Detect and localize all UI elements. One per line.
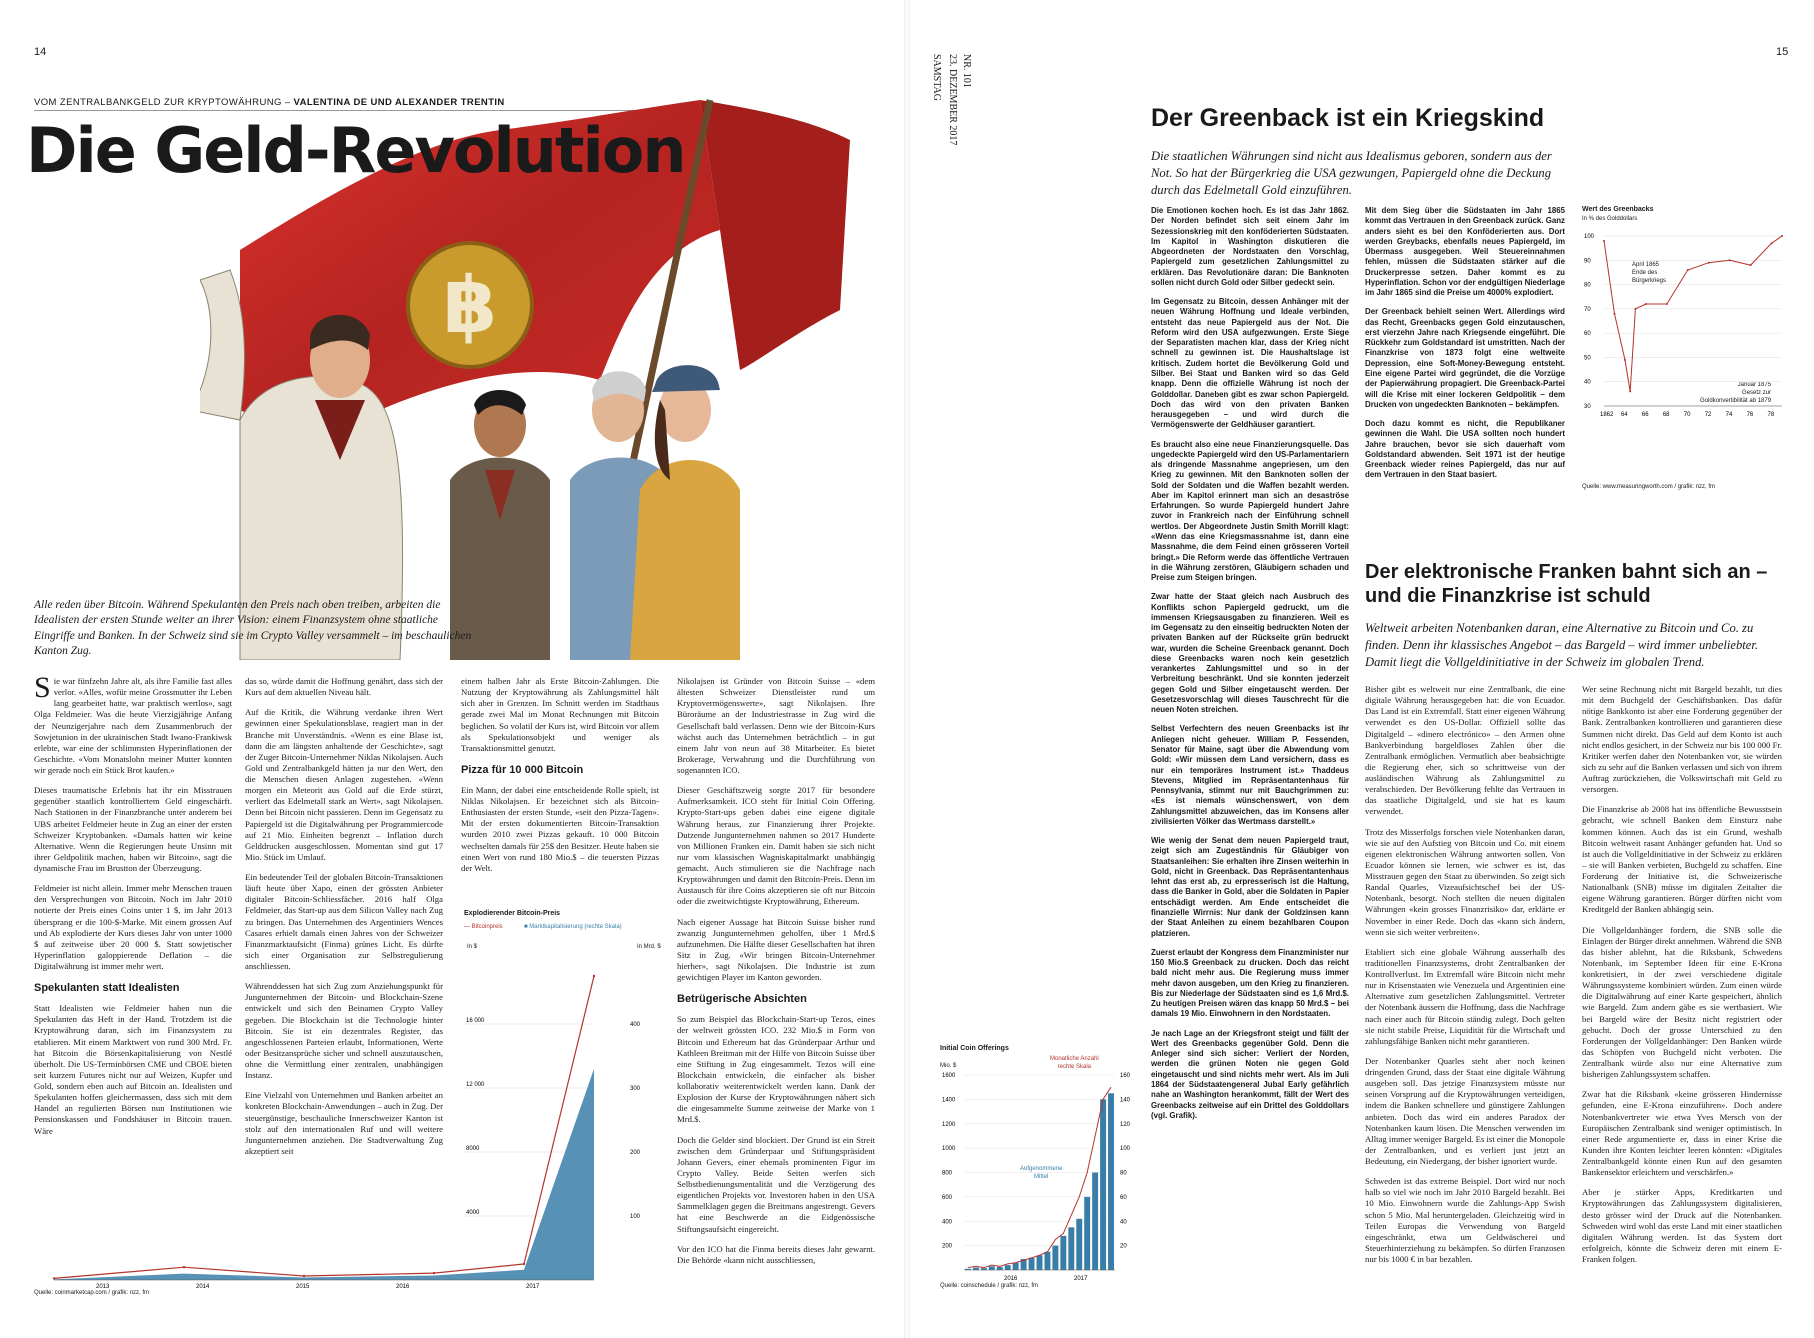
y-left-tick-label: 8000: [466, 1146, 480, 1152]
bitcoin-chart-source: Quelle: coinmarketcap.com / grafik: nzz, fm: [34, 1290, 150, 1296]
greenback-point: [1613, 313, 1615, 315]
ico-chart-source: Quelle: coinschedule / grafik: nzz, fm: [940, 1283, 1039, 1289]
y-left-tick-label: 400: [942, 1219, 953, 1226]
x-tick-label: 2016: [396, 1284, 410, 1290]
colA-p4: Zwar hatte der Staat gleich nach Ausbruch des Konflikts schon Papiergeld gedruckt, um die immensen Kriegsausgaben zu finanzieren. Weil es im Gegensatz zu den einseitig bedruckten Noten der privaten Banken auf der Rückseite grün bedruckt war, wurden die Scheine Greenback genannt. Doch diese Greenbacks waren noch kein gesetzlich verankertes Zahlungsmittel und so in der Verbreitung beschränkt. Und sie konnten jederzeit gegen Gold und Silber eingetauscht werden. Der Gesetzesvorschlag will dieses Tauschrecht für die neuen Noten streichen.: [1151, 592, 1349, 715]
annotation-1865-a: April 1865: [1632, 262, 1660, 268]
article-title: Die Geld-Revolution: [26, 114, 685, 187]
ico-bar: [1029, 1258, 1035, 1270]
y-left-tick-label: 4000: [466, 1210, 480, 1216]
kicker-authors: VALENTINA DE UND ALEXANDER TRENTIN: [293, 97, 505, 108]
ico-bar: [1037, 1255, 1043, 1270]
price-point: [183, 1266, 185, 1268]
spine-day: SAMSTAG: [931, 54, 942, 101]
legend-price-label: Bitcoinpreis: [471, 924, 503, 930]
colC-p2: Trotz des Misserfolgs forschen viele Notenbanken daran, wie sie auf den Aufstieg von Bitcoin und Co. mit einem eigenen elektronischen Währung antworten sollen. Von Ecuador können sie lernen, wie schwer es ist, das Misstrauen gegen den Staat zu überwinden. So zeigt sich Randal Quarles, Vizeaufsichtschef bei der US-Notenbank, besorgt. Noch stellten die neuen digitalen Währungen «kein grosses Finanzrisiko» dar, erklärte er November in einer Rede. Doch das «kann sich ändern, wenn sie sich weiter verbreiten».: [1365, 826, 1565, 937]
ico-bar: [1092, 1173, 1098, 1271]
ico-bar: [1084, 1197, 1090, 1270]
greenback-chart-subtitle: In % des Golddollars: [1582, 216, 1638, 222]
y-right-tick-label: 100: [1120, 1146, 1131, 1153]
x-tick-label: 74: [1725, 412, 1733, 418]
bitcoin-chart-svg: [34, 900, 664, 1300]
ico-bar: [1068, 1227, 1074, 1270]
colC-p4: Der Notenbanker Quarles steht aber noch keinen dringenden Grund, dass der Staat eine digitale Währung ausgeben soll. Das jetzige Finanzsystem müsste nur seinen Vorsprung auf die Kryptowährungen verteidigen, indem die Banken schnellere und günstigere Zahlungen anbieten. Doch das wird ein anderes Paradox der Notenbanken kaum lösen. Die Menschen verwenden im Alltag immer weniger Bargeld. Es ist einer die Monopole der Zentralbanken, und es verliert just jetzt an Bedeutung, ein Niedergang, der bisher ignoriert wurde.: [1365, 1055, 1565, 1166]
x-tick-label: 1862: [1600, 412, 1614, 418]
bitcoin-price-line: [54, 976, 594, 1278]
column-efranken-d: [1582, 684, 1782, 1284]
ico-bar: [1060, 1236, 1066, 1270]
ico-monthly-a: Monatliche Anzahl: [1050, 1056, 1099, 1062]
annotation-1875-c: Goldkonvertibilität ab 1879: [1700, 398, 1772, 404]
y-right-tick-label: 80: [1120, 1170, 1127, 1177]
annotation-1865-b: Ende des: [1632, 270, 1658, 276]
ico-bar: [989, 1266, 995, 1270]
column-3: [461, 676, 659, 891]
x-tick-label: 72: [1704, 412, 1712, 418]
page-fold: [904, 0, 910, 1338]
annotation-1865-c: Bürgerkriegs: [1632, 278, 1667, 284]
column-greenback-b: [1365, 206, 1565, 496]
col1-p2: Dieses traumatische Erlebnis hat ihr ein Misstrauen gegenüber staatlich kontrolliertem Geld eingeschärft. Nach Stationen in der Finanzbranche unter anderem bei UBS arbeitet Feldmeier heute in Zug an einer der ersten Schweizer Kryptobanken. «Damals hatten wir keine Alternative. Wenn die Regierungen heute Unsinn mit ihrer Geldpolitik machen, haben wir Bitcoin», sagt die dynamische Frau im Brustton der Überzeugung.: [34, 785, 232, 873]
legend-price: — Bitcoinpreis: [464, 924, 503, 930]
price-point: [53, 1277, 55, 1279]
column-efranken-c: [1365, 684, 1565, 1284]
column-greenback-a: [1151, 206, 1349, 1286]
x-tick-label: 68: [1662, 412, 1670, 418]
y-tick-label: 40: [1584, 379, 1591, 386]
col4-p2: Dieser Geschäftszweig sorgte 2017 für besondere Aufmerksamkeit. ICO steht für Initial Coin Offering. Krypto-Start-ups geben dabei eine eigene digitale Währung heraus, zur Finanzierung ihrer Projekte. Dutzende Jungunternehmen nahmen so 2017 Hunderte von Millionen Franken ein. Damit haben sie sich nicht nur vom klassischen Wagniskapitalmarkt unabhängig gemacht. Auch stimulieren sie die Nachfrage nach Kryptowährungen und damit den Bitcoin-Preis. Denn im Austausch für ihre Coins akzeptieren sie oft nur Bitcoin oder die zweitwichtigste Kryptowährung, Ethereum.: [677, 785, 875, 907]
greenback-chart: [1582, 206, 1792, 496]
col1-p1: ie war fünfzehn Jahre alt, als ihre Familie fast alles verlor. «Alles, wofür meine Grossmutter ihr Leben lang gearbeitet hatte, war praktisch wertlos», sagt Olga Feldmeier. Was die heute Vierzigjährige Anfang der Neunzigerjahre nach dem Zusammenbruch der Sowjetunion in der ukrainischen Stadt Iwano-Frankiwsk erlebte, war eine der schlimmsten Hyperinflationen der Geschichte. «Vom Monatslohn meiner Mutter konnten wir gerade noch ein Stück Brot kaufen.»: [34, 676, 232, 775]
legend-cap-label: Marktkapitalisierung (rechte Skala): [529, 924, 622, 930]
y-tick-label: 90: [1584, 258, 1591, 265]
ico-bar: [1108, 1093, 1114, 1270]
x-tick-label: 66: [1641, 412, 1649, 418]
col4-p3: Nach eigener Aussage hat Bitcoin Suisse bisher rund zwanzig Jungunternehmen geholfen, über 1 Mrd.$ aufzunehmen. Die Hälfte dieser Gesellschaften hat ihren Sitz in Zug. «Wir bringen Bitcoin-Unternehmer hierher», sagt Nikolajsen. Die Industrie ist zum gewichtigen Player im Kanton geworden.: [677, 916, 875, 983]
headline-efranken: [1365, 560, 1767, 608]
lead-greenback: Die staatlichen Währungen sind nicht aus Idealismus geboren, sondern aus der Not. So hat der Bürgerkrieg die USA gezwungen, Papiergeld ohne die Deckung durch das Edelmetall Gold einzuführen.: [1151, 149, 1552, 197]
y-left-tick-label: 1400: [942, 1097, 956, 1104]
ico-bar: [1100, 1099, 1106, 1270]
ico-raised-b: Mittel: [1034, 1174, 1049, 1180]
col2-p4: Währenddessen hat sich Zug zum Anziehungspunkt für Jungunternehmen der Bitcoin- und Blockchain-Szene entwickelt und sich den Beinamen Crypto Valley gegeben. Die Blockchain ist die Technologie hinter Bitcoin. Sie ist ein dezentrales Register, das angeschlossenen Parteien erlaubt, Informationen, Werte oder Besitzansprüche sicher und schnell auszutauschen, ohne die Vermittlung einer zentralen, unabhängigen Instanz.: [245, 981, 443, 1081]
greenback-chart-title: Wert des Greenbacks: [1582, 206, 1654, 213]
right-unit: In Mrd. $: [637, 944, 661, 950]
spine-dateline: [930, 54, 944, 194]
colA-p7: Zuerst erlaubt der Kongress dem Finanzminister nur 150 Mio.$ Greenback zu drucken. Doch das reicht bald nicht mehr aus. Die Regierung muss immer mehr davon ausgeben, um den Krieg zu finanzieren. Bis zur Niederlage der Südstaaten sind es 1,6 Mrd.$. Zu heutigen Preisen wären das knapp 50 Mrd.$ – bei damals 19 Mio. Einwohnern in den Nordstaaten.: [1151, 947, 1349, 1019]
headline-efranken-1: Der elektronische Franken bahnt sich an –: [1365, 561, 1768, 583]
col2-p5: Eine Vielzahl von Unternehmen und Banken arbeitet an konkreten Blockchain-Anwendungen – auch in Zug. Der steuergünstige, beschauliche Innerschweizer Kanton ist stolz auf den internationalen Ruf und will weitere Jungunternehmen anziehen. Die Stadtverwaltung Zug akzeptiert seit: [245, 1090, 443, 1156]
greenback-point: [1666, 303, 1668, 305]
colC-p5: Schweden ist das extreme Beispiel. Dort wird nur noch halb so viel wie noch im Jahr 2010 Bargeld bezahlt. Bei 10 Mio. Einwohnern wurde die Zahlungs-App Swish schon 5 Mio. Mal heruntergeladen. Gleichzeitig wird in Teilen Europas die Verwendung von Bargeld eingeschränkt, etwa um Geldwäscherei und Steuerhinterziehung zu bekämpfen. So dürfen Franzosen nur bis 1000 € in bar bezahlen.: [1365, 1176, 1565, 1264]
colC-p1: Bisher gibt es weltweit nur eine Zentralbank, die eine digitale Währung herausgegeben hat: die von Ecuador. Das Land ist ein Extremfall. Statt einer eigenen Währung verwendet es den US-Dollar. Offiziell sollte das Digitalgeld – «dinero electrónico» – den Armen ohne Bankverbindung bargeldloses Zahlen über die Zentralbank ermöglichen. Vermutlich aber beabsichtigte die Regierung eher, sich so schrittweise von der ausländischen Währung als Zahlungsmittel zu verabschieden. Der Bevölkerung fehlte das Vertrauen in das staatliche Digitalgeld, und sie hat es kaum verwendet.: [1365, 684, 1565, 817]
y-right-tick-label: 40: [1120, 1219, 1127, 1226]
greenback-chart-svg: [1582, 206, 1792, 496]
ico-bar: [997, 1267, 1003, 1270]
annotation-1875-b: Gesetz zur: [1742, 390, 1772, 396]
col3-heading: Pizza für 10 000 Bitcoin: [461, 763, 584, 776]
colA-p5: Selbst Verfechtern des neuen Greenbacks ist ihr Anliegen nicht geheuer. William P. Fessenden, Senator für Maine, sagt über die Abwendung vom Gold: «Wir müssen dem Land versichern, dass es nur ein temporäres Instrument ist.» Thaddeus Stevens, Mitglied im Repräsentantenhaus für Pennsylvania, stimmt nur mit Bauchgrimmen zu: «Es ist niemals wünschenswert, von dem Zahlungsmittel abzuweichen, das im Konsens aller zivilisierten Völker das Wertmass darstellt.»: [1151, 724, 1349, 826]
y-right-tick-label: 100: [630, 1214, 641, 1220]
colD-p4: Zwar hat die Riksbank «keine grösseren Hindernisse gefunden, eine E-Krona einzuführen». Doch andere Notenbankvertreter wie etwa Yves Mersch von der Europäischen Zentralbank sind weniger optimistisch. In einer Rede argumentierte er, dass in einer Krise die Kunden ihre Konten leichter leeren könnten: «Digitales Zentralbankgeld könnte einen Run auf den gesamten Bankensektor erleichtern und verschärfen.»: [1582, 1089, 1782, 1178]
x-tick-label: 2017: [526, 1284, 540, 1290]
headline-greenback: Der Greenback ist ein Kriegskind: [1151, 104, 1545, 132]
greenback-point: [1729, 259, 1731, 261]
ico-bar: [1005, 1265, 1011, 1270]
greenback-point: [1708, 262, 1710, 264]
price-point: [303, 1275, 305, 1277]
bitcoin-icon: ฿: [442, 261, 498, 351]
greenback-point: [1687, 269, 1689, 271]
greenback-value-line: [1604, 236, 1782, 391]
col3-p1: einem halben Jahr als Erste Bitcoin-Zahlungen. Die Nutzung der Kryptowährung als Zahlungsmittel hält sich aber in Grenzen. Im Schnitt werden im Stadthaus gerade zwei Mal im Monat Rechnungen mit Bitcoin beglichen. So volatil der Kurs ist, wird Bitcoin vor allem als Spekulationsobjekt und weniger als Transaktionsmittel genutzt.: [461, 676, 659, 753]
y-tick-label: 50: [1584, 355, 1591, 362]
column-4: [677, 676, 875, 1286]
greenback-point: [1771, 242, 1773, 244]
col3-p2: Ein Mann, der dabei eine entscheidende Rolle spielt, ist Niklas Nikolajsen. Er bezeichnet sich als Bitcoin-Enthusiasten der ersten Stunde, «seit den Pizza-Tagen». Mit der ersten dokumentierten Bitcoin-Transaktion wurden 2010 zwei Pizzas gekauft. 10 000 Bitcoin wechselten damals für 25$ den Besitzer. Heute haben sie einen Wert von rund 180 Mio.$ – die teuersten Pizzas der Welt.: [461, 784, 659, 873]
y-right-tick-label: 140: [1120, 1097, 1131, 1104]
market-cap-area: [54, 1069, 594, 1280]
y-right-tick-label: 20: [1120, 1243, 1127, 1250]
page-number-left: 14: [34, 46, 47, 58]
ico-chart-title: Initial Coin Offerings: [940, 1045, 1009, 1052]
y-right-tick-label: 200: [630, 1150, 641, 1156]
y-right-tick-label: 120: [1120, 1121, 1131, 1128]
greenback-point: [1781, 235, 1783, 237]
col4-p5: Doch die Gelder sind blockiert. Der Grund ist ein Streit zwischen dem Gründerpaar und Stiftungspräsident Johann Gevers, einer ehemals prominenten Figur im Crypto Valley. Beide Seiten werfen sich Selbstbedienungsmentalität und die Verzögerung des eigentlichen Projekts vor. Investoren haben in den USA Sammelklagen gegen die Breitmans angestrengt. Gevers hat eine Beschwerde an die Eidgenössische Stiftungsaufsicht eingereicht.: [677, 1134, 875, 1234]
y-left-tick-label: 16 000: [466, 1018, 485, 1024]
price-point: [523, 1263, 525, 1265]
lead-efranken: Weltweit arbeiten Notenbanken daran, eine Alternative zu Bitcoin und Co. zu finden. Denn ihr klassisches Angebot – das Bargeld – wird immer unbeliebter. Damit liegt die Vollgeldinitiative in der Schweiz im globalen Trend.: [1365, 621, 1759, 669]
colA-p8: Je nach Lage an der Kriegsfront steigt und fällt der Wert des Greenbacks gegenüber Gold. Denn die Anleger sind sich sicher: Verliert der Norden, werden die grünen Noten nie gegen Gold eingetauscht und sind nichts mehr wert. Als im Juli 1864 der Südstaatengeneral Jubal Early gefährlich nahe an Washington herankommt, fällt der Wert des Greenbacks zeitweise auf ein Drittel des Golddollars (vgl. Grafik).: [1151, 1028, 1349, 1120]
y-tick-label: 80: [1584, 282, 1591, 289]
y-right-tick-label: 160: [1120, 1073, 1131, 1079]
ico-bar: [1052, 1246, 1058, 1270]
headline-efranken-2: und die Finanzkrise ist schuld: [1365, 585, 1651, 607]
greenback-point: [1629, 390, 1631, 392]
greenback-point: [1624, 359, 1626, 361]
y-left-tick-label: 1600: [942, 1073, 956, 1079]
colA-p2: Im Gegensatz zu Bitcoin, dessen Anhänger mit der neuen Währung Hoffnung und Ideale verbinden, entsteht das neue Papiergeld aus der Not. Die Reform wird den USA aufgezwungen. Erste Siege der Separatisten machen klar, dass der Krieg nicht schnell zu gewinnen ist. Die Haushaltslage ist kritisch. Zudem hortet die Bevölkerung Gold und Silber. Bei Staat und Banken wird so das Geld knapp. Denn die offizielle Währung ist noch der Golddollar. Daneben gibt es zwar schon Papiergeld. Doch das wird von den privaten Banken herausgegeben – und wird durch die Vermögenswerte der Geldhäuser garantiert.: [1151, 297, 1349, 430]
greenback-point: [1645, 303, 1647, 305]
x-tick-label: 64: [1620, 412, 1628, 418]
col4-p1: Nikolajsen ist Gründer von Bitcoin Suisse – «dem ältesten Schweizer Dienstleister rund um Kryptovermögenswerte», sagt Nikolajsen. Ihre Büroräume an der Industriestrasse in Zug wird die Gesellschaft bald verlassen. Denn wie der Bitcoin-Kurs wächst auch das Unternehmen beträchtlich – in gut einem Jahr von neun auf 38 Mitarbeiter. Es bietet Brokerage, Verwahrung und die Durchführung von sogenannten ICO.: [677, 676, 875, 775]
x-tick-label: 2015: [296, 1284, 310, 1290]
col4-p6: Vor den ICO hat die Finma bereits dieses Jahr gewarnt. Die Behörde «kann nicht ausschliessen,: [677, 1243, 875, 1265]
image-caption: Alle reden über Bitcoin. Während Spekulanten den Preis nach oben treiben, arbeiten die Idealisten der ersten Stunde weiter an ihrer Vision: einem Finanzsystem ohne staatliche Eingriffe und Banken. In der Schweiz sind sie im Crypto Valley versammelt – im beschaulichen Kanton Zug.: [34, 599, 472, 657]
colB-p3: Doch dazu kommt es nicht, die Republikaner gewinnen die Wahl. Die USA sollten noch hundert Jahre brauchen, bevor sie sich dauerhaft vom Goldstandard abwenden. Seit 1971 ist der heutige Greenback wieder reines Papiergeld, das nur auf dem Vertrauen in den Staat basiert.: [1365, 419, 1565, 480]
y-left-tick-label: 600: [942, 1194, 953, 1201]
col2-p1: das so, würde damit die Hoffnung genährt, dass sich der Kurs auf dem aktuellen Niveau hält.: [245, 676, 443, 698]
spine-issue: NR. 101: [961, 54, 972, 88]
greenback-point: [1603, 240, 1605, 242]
y-left-tick-label: 1200: [942, 1121, 956, 1128]
ico-chart: [940, 1045, 1140, 1295]
col2-p3: Ein bedeutender Teil der globalen Bitcoin-Transaktionen läuft heute über Xapo, einen der grössten Anbieter digitaler Bitcoin-Schliessfächer. 2016 half Olga Feldmeier, das Start-up aus dem Silicon Valley nach Zug zu bringen. Das Unternehmen des Argentiniers Wences Casares erhielt damals einen Jahres von der Schweizer Finanzmarktaufsicht (Finma) grünes Licht. Es dürfte sich einer Organisation zur Selbstregulierung anschliessen.: [245, 872, 443, 971]
y-tick-label: 60: [1584, 331, 1591, 338]
ico-chart-svg: [940, 1045, 1140, 1295]
col4-heading: Betrügerische Absichten: [677, 993, 807, 1006]
price-point: [593, 975, 595, 977]
flag-tail: [700, 100, 850, 370]
ico-bar: [973, 1268, 979, 1270]
y-right-tick-label: 60: [1120, 1194, 1127, 1201]
y-left-tick-label: 1000: [942, 1146, 956, 1153]
col1-p3: Feldmeier ist nicht allein. Immer mehr Menschen trauen den Versprechungen von Bitcoin. Noch im Jahr 2010 notierte der Preis eines Coins unter 1 $, im Jahr 2013 übersprang er die 100-$-Marke. Mit einem grossen Auf und Ab explodierte der Kurs dieses Jahr von unter 1000 $ auf zeitweise über 20 000 $. Statt sowjetischer Hyperinflation galoppierende Deflation – die Digitalwährung ist immer mehr wert.: [34, 883, 232, 971]
col1-p4: Statt Idealisten wie Feldmeier haben nun die Spekulanten das Heft in der Hand. Trotzdem ist die Kryptowährung daran, sich im Finanzsystem zu etablieren. Mit einem Marktwert von rund 300 Mrd. Fr. hat Bitcoin die Börsenkapitalisierung von Nestlé überholt. Die US-Terminbörsen CME und CBOE bieten seit kurzem Futures nicht nur auf Weizen, Kupfer und Gold, sondern eben auch auf Bitcoin an. Idealisten und Spekulanten hoffen gleichermassen, dass sich mit dem Handel an regulierten Börsen nun Institutionen wie Pensionskassen und Fondshäuser in Bitcoin trauen. Wäre: [34, 1003, 232, 1136]
x-tick-label: 2014: [196, 1284, 210, 1290]
page-number-right: 15: [1776, 46, 1789, 58]
x-tick-label: 78: [1767, 412, 1775, 418]
col2-p2: Auf die Kritik, die Währung verdanke ihren Wert gewinnen einer Spekulationsblase, reagiert man in der Branche mit Unverständnis. «Wenn es eine Blase ist, dann die am längsten anhaltende der Geschichte», sagt der Zuger Bitcoin-Unternehmer Niklas Nikolajsen. Auch Gold und Zentralbankgeld hätten ja nur den Wert, den die Menschen diesen Anlagen zugestehen. «Wenn morgen ein Meteorit aus Gold auf die Erde stürzt, verliert das Edelmetall stark an Wert», sagt Nikolajsen. Denn bei Bitcoin nicht passieren. Denn im Gegensatz zu Papiergeld ist die Digitalwährung per Programmiercode auf 21 Mio. Einheiten begrenzt – Inflation durch Gelddrucken ausgeschlossen. Momentan sind gut 17 Mio. Stück im Umlauf.: [245, 707, 443, 862]
price-point: [433, 1272, 435, 1274]
x-tick-label: 70: [1683, 412, 1691, 418]
colD-p3: Die Vollgeldanhänger fordern, die SNB solle die Einlagen der Bürger direkt annehmen. Während die SNB das bisher ablehnt, hat die Riksbank, Schwedens Notenbank, im September Ideen für eine E-Krona konkretisiert, in der zwei verschiedene digitale Währungssysteme kombiniert würden. Zum einen würde die Digitalwährung auf einer Karte gespeichert, ähnlich wie Bargeld. Zum andern gäbe es sie wertbasiert. Wie bei Bargeld wäre der Besitz nicht registriert oder gebucht. Doch der grosse Unterschied zu den Forderungen der Vollgeldanhänger: Den Banken würde das Schöpfen von Buchgeld nicht verboten. Die Zentralbank würde also nur eine Alternative zum bisherigen Zahlungssystem schaffen.: [1582, 924, 1782, 1080]
ico-left-unit: Mio. $: [940, 1063, 957, 1069]
x-tick-label: 2017: [1074, 1276, 1088, 1282]
y-right-tick-label: 300: [630, 1086, 641, 1092]
col4-p4: So zum Beispiel das Blockchain-Start-up Tezos, eines der weltweit grössten ICO. 232 Mio.$ in Form von Bitcoin und Ethereum hat das Gründerpaar Arthur und Kathleen Breitman mit der Hilfe von Bitcoin Suisse über eine Stiftung in Zug eingesammelt. Tezos will eine Blockchain entwickeln, die einfacher als bisher kollaborativ weiterentwickelt werden kann. Dank der Explosion der Kurse der Kryptowährungen nähert sich die eingesammelte Summe zeitweise der Marke von 1 Mrd.$.: [677, 1014, 875, 1125]
colD-p2: Die Finanzkrise ab 2008 hat ins öffentliche Bewusstsein gebracht, wie schnell Banken dem Einsturz nahe kommen können. Auch das ist ein Grund, weshalb Bitcoin weltweit rasant Anhänger gefunden hat. Und so ist auch die Vollgeldinitiative in der Schweiz zu erklären – sie will Banken verbieten, Buchgeld zu schaffen. Eine Forderung der Initiative ist, die Schweizerische Nationalbank (SNB) müsse im digitalen Zeitalter die eigene Währung garantieren. Bürger dürften nicht vom Kreditgeld der Banken abhängig sein.: [1582, 804, 1782, 915]
spine-date: 23. DEZEMBER 2017: [947, 54, 958, 146]
x-tick-label: 76: [1746, 412, 1754, 418]
col1-heading: Spekulanten statt Idealisten: [34, 982, 180, 995]
colA-p6: Wie wenig der Senat dem neuen Papiergeld traut, zeigt sich am Zugeständnis für Gläubiger von Staatsanleihen: Sie erhalten ihre Zinsen weiterhin in Gold, nicht in Greenback. Das Repräsentantenhaus lehnt das erst ab, zu erpresserisch ist die Haltung, dass die Banker in Gold, aber die Soldaten in Papier entschädigt werden. Am Ende entscheidet die finanzielle Wirrnis: Nur dank der Goldzinsen kann der Staat Anleihen zu einem bezahlbaren Coupon platzieren.: [1151, 836, 1349, 938]
y-left-tick-label: 800: [942, 1170, 953, 1177]
bitcoin-chart-title: Explodierender Bitcoin-Preis: [464, 910, 561, 917]
x-tick-label: 2013: [96, 1284, 110, 1290]
dropcap: S: [34, 676, 51, 704]
y-right-tick-label: 400: [630, 1022, 641, 1028]
ico-bar: [1076, 1219, 1082, 1270]
greenback-point: [1634, 308, 1636, 310]
colC-p3: Etabliert sich eine globale Währung ausserhalb des traditionellen Finanzsystems, droht Zentralbanken der Kontrollverlust. Im Extremfall wäre Bitcoin nicht mehr nur in Krisenstaaten wie Venezuela und Argentinien eine Alternative zum gesetzlichen Zahlungsmittel. Vertreter der Notenbank äussern die Hoffnung, dass die Nachfrage nach einer auch für Bitcoin ständig zulegt. Doch gelten sie nicht stabile Preise, Liquidität für die Wirtschaft und zahlungsfähige Banken nicht mehr garantieren.: [1365, 946, 1565, 1046]
greenback-chart-source: Quelle: www.measuringworth.com / grafik: nzz, fm: [1582, 484, 1716, 490]
y-left-tick-label: 12 000: [466, 1082, 485, 1088]
colD-p1: Wer seine Rechnung nicht mit Bargeld bezahlt, tut dies mit dem Buchgeld der Geschäftsbanken. Das dafür nötige Bankkonto ist aber eine Forderung gegenüber der Bank. Zentralbanken kontrollieren und garantieren diese Summen nicht direkt. Das Geld auf dem Konto ist auch nicht endlos gesichert, in der Schweiz nur bis 100 000 Fr. Kritiker werfen daher den Notenbanken vor, sie würden sich zu sehr auf die Banken verlassen und sich von ihrem Auftrag zurückziehen, die Volkswirtschaft mit Geld zu versorgen.: [1582, 684, 1782, 795]
bitcoin-chart: [34, 900, 664, 1300]
y-tick-label: 100: [1584, 234, 1595, 240]
colB-p2: Der Greenback behielt seinen Wert. Allerdings wird das Recht, Greenbacks gegen Gold einzutauschen, erst vierzehn Jahre nach Kriegsende eingeführt. Die Rückkehr zum Goldstandard ist umstritten. Nach der Finanzkrise von 1873 folgt eine weltweite Depression, eine Soft-Money-Bewegung entsteht. Eine eigene Partei wird gegründet, die die Vorzüge der Papierwährung propagiert. Die Greenback-Partei will die Krise mit einer lockeren Geldpolitik – dem Drucken von ungedeckten Banknoten – bekämpfen.: [1365, 307, 1565, 409]
colA-p1: Die Emotionen kochen hoch. Es ist das Jahr 1862. Der Norden befindet sich seit einem Jahr im Sezessionskrieg mit den konföderierten Südstaaten. Im Kapitol in Washington diskutieren die Abgeordneten der Nordstaaten den Vorschlag, Papiergeld zum gesetzlichen Zahlungsmittel zu erklären. Das Revolutionäre daran: Die Banknoten sollen nicht durch Gold oder Silber gedeckt sein.: [1151, 206, 1349, 287]
greenback-point: [1750, 264, 1752, 266]
left-unit: In $: [467, 944, 478, 950]
ico-monthly-b: rechte Skala: [1057, 1064, 1092, 1070]
colB-p1: Mit dem Sieg über die Südstaaten im Jahr 1865 kommt das Vertrauen in den Greenback zurück. Ganz anders sieht es bei den Konföderierten aus. Dort werden Greybacks, ebenfalls neues Papiergeld, im Übermass ausgegeben. Weil Steuereinnahmen fehlen, müssen die Südstaaten stärker auf die Druckerpresse setzen. Daher kommt es zu Hyperinflation. Schon vor der endgültigen Niederlage im Jahr 1865 sind die Preise um 4000% explodiert.: [1365, 206, 1565, 298]
x-tick-label: 2016: [1004, 1276, 1018, 1282]
colD-p5: Aber je stärker Apps, Kreditkarten und Kryptowährungen das Zahlungssystem digitalisieren, desto grösser wird der Druck auf die Notenbanken. Schweden wird wohl das erste Land mit einer staatlichen digitalen Währung werden. Ist das System dort erfolgreich, könnte die Schweiz deren mit einem E-Franken folgen.: [1582, 1187, 1782, 1264]
y-left-tick-label: 200: [942, 1243, 953, 1250]
kicker-prefix: VOM ZENTRALBANKGELD ZUR KRYPTOWÄHRUNG –: [34, 97, 294, 108]
y-tick-label: 70: [1584, 306, 1591, 313]
annotation-1875-a: Januar 1875: [1737, 382, 1772, 388]
colA-p3: Es braucht also eine neue Finanzierungsquelle. Das ungedeckte Papiergeld wird den US-Parlamentariern als dringende Massnahme angepriesen, um den Krieg zu gewinnen. Mit den Banknoten sollen der Sold der Soldaten und die Waffen bezahlt werden. Aber im Kapitol erinnert man sich an desaströse Erfahrungen. So wurde Papiergeld hundert Jahre zuvor in Frankreich nach der Einführung schnell wertlos. Der Abgeordnete Justin Smith Morrill klagt: «Wenn das eine Kriegsmassnahme ist, dann eine Massnahme, die dem Feind einen grösseren Vorteil bringt.» Die Reform werde das öffentliche Vertrauen in die Währung zerstören, Gläubigern schaden und Preise zum Steigen bringen.: [1151, 439, 1349, 583]
ico-raised-a: Aufgenommene: [1020, 1166, 1063, 1172]
ico-bar: [1013, 1263, 1019, 1270]
legend-cap: ■ Marktkapitalisierung (rechte Skala): [524, 924, 622, 930]
ico-bar: [1044, 1252, 1050, 1270]
y-tick-label: 30: [1584, 404, 1591, 410]
